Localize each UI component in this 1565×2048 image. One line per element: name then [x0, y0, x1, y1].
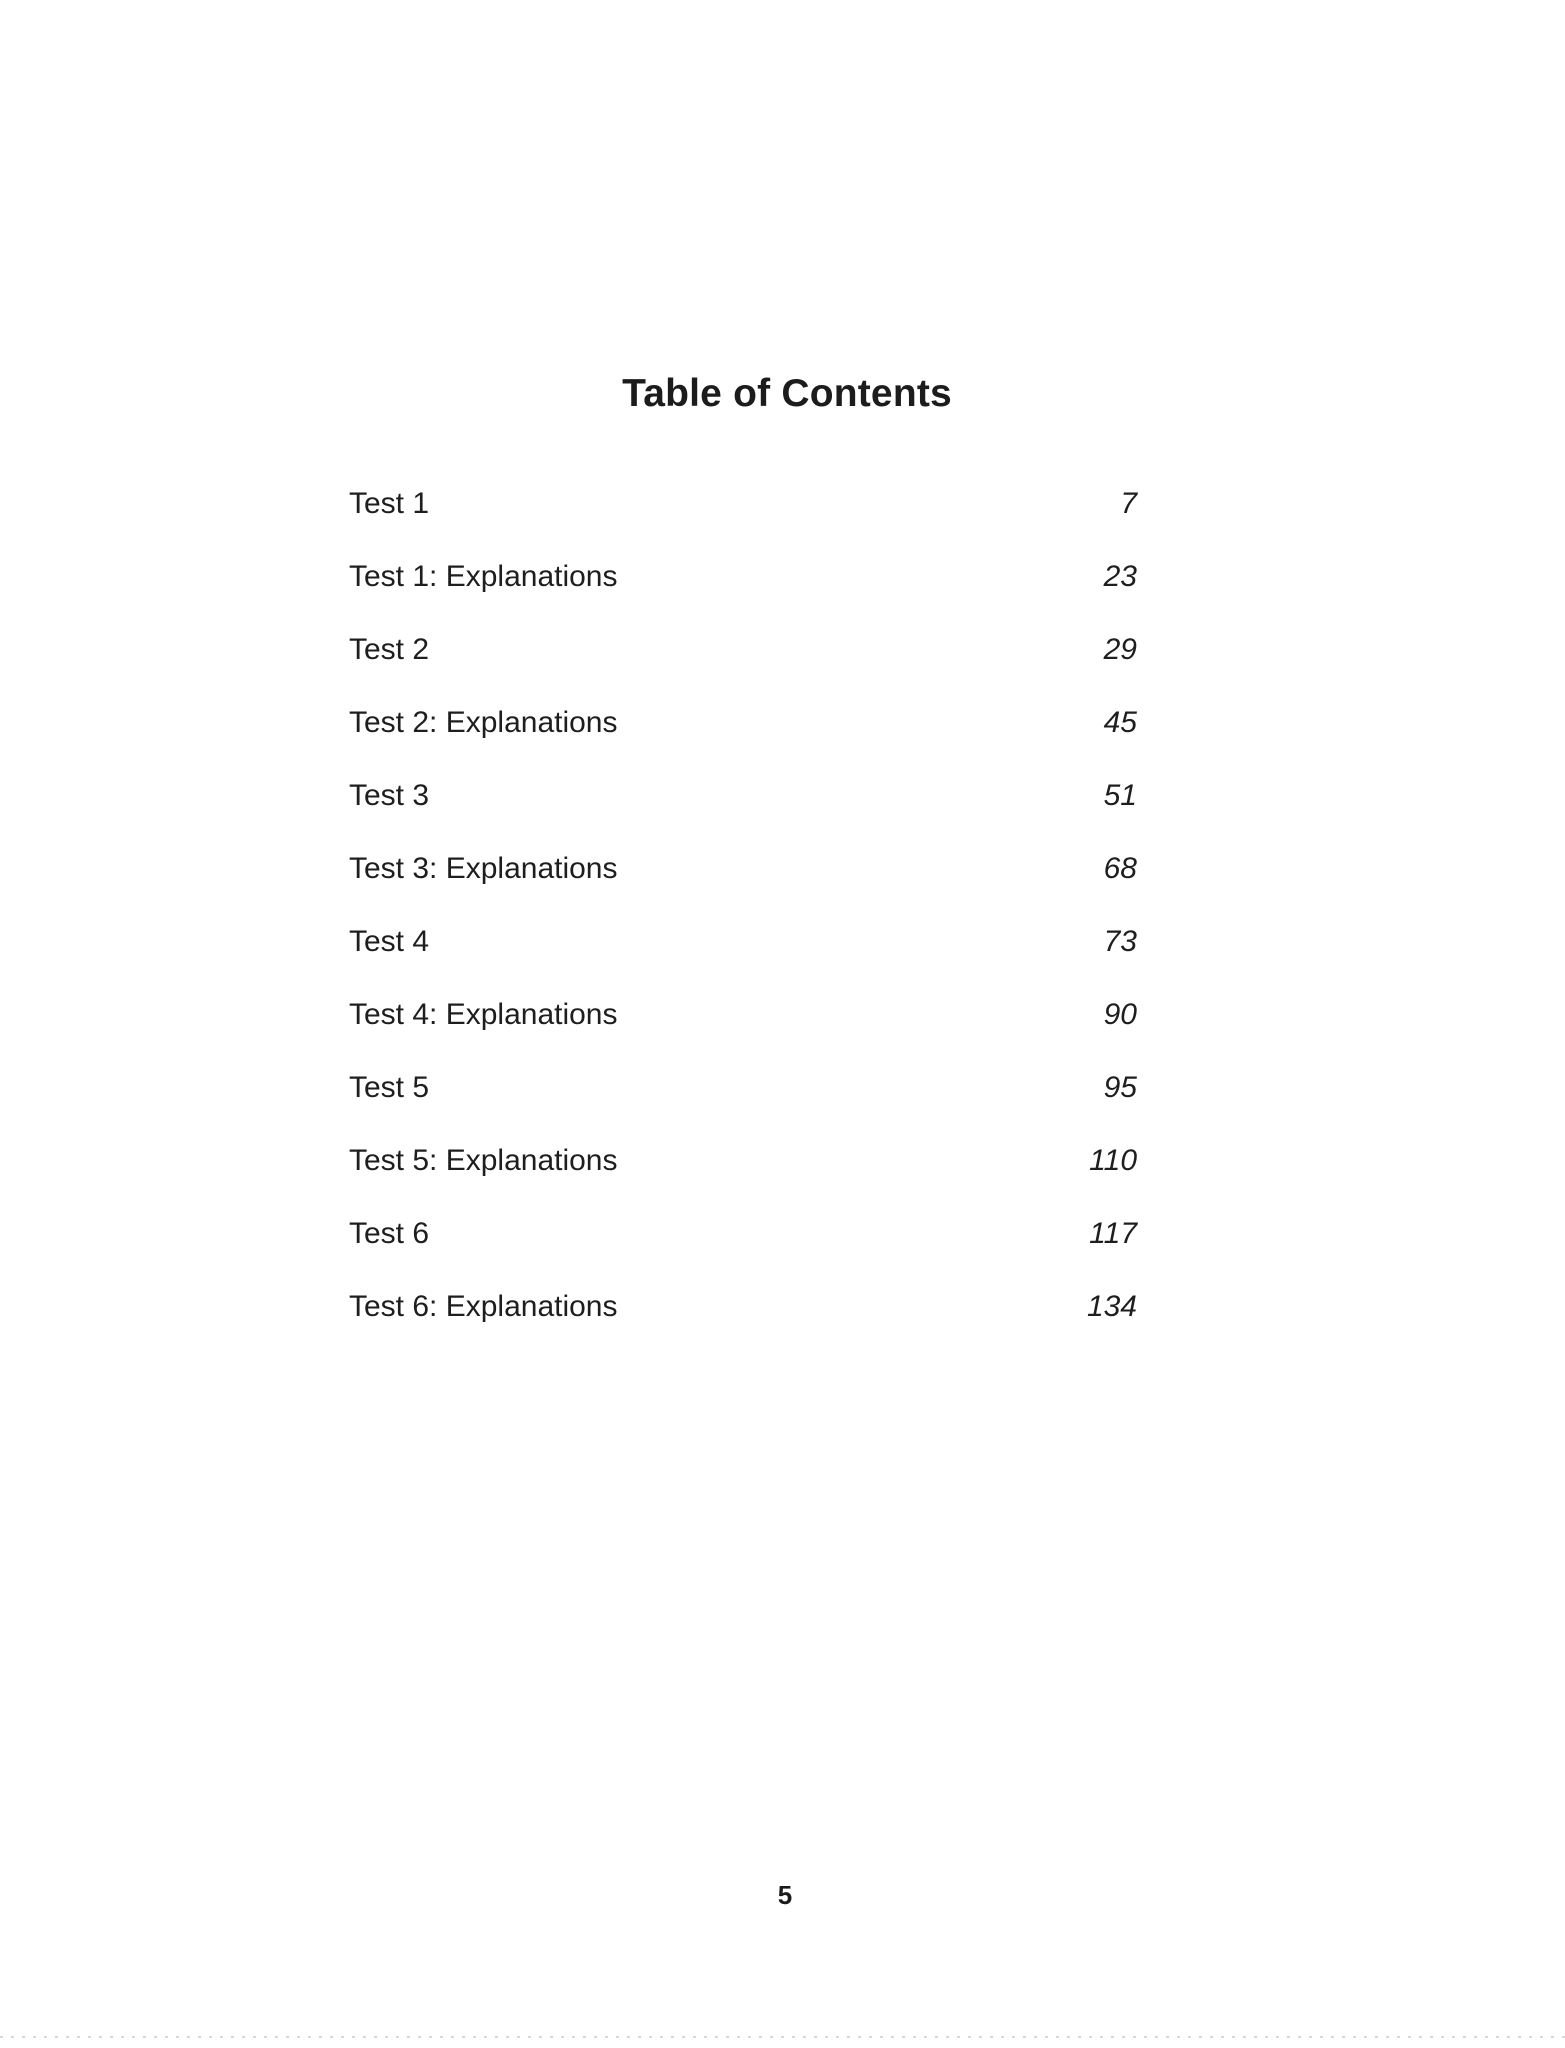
- toc-entry-page: 23: [1103, 560, 1137, 593]
- toc-entry: [349, 779, 1141, 852]
- toc-entry-page: 45: [1103, 706, 1137, 739]
- toc-entry: [349, 1290, 1141, 1363]
- toc-entry-page: 68: [1103, 852, 1137, 885]
- toc-entry-page: 110: [1089, 1144, 1137, 1177]
- page-title: Table of Contents: [622, 372, 952, 415]
- toc-entry-label: Test 2: Explanations: [349, 706, 618, 739]
- toc-entry: [349, 1217, 1141, 1290]
- table-of-contents: [349, 487, 1141, 1363]
- toc-entry-page: 117: [1089, 1217, 1137, 1250]
- toc-entry-label: Test 5: Explanations: [349, 1144, 618, 1177]
- toc-entry-label: Test 6: [349, 1217, 430, 1250]
- toc-entry-label: Test 6: Explanations: [349, 1290, 618, 1323]
- toc-entry-page: 90: [1103, 998, 1137, 1031]
- scan-edge-artifact: [0, 2036, 1565, 2038]
- toc-entry: [349, 487, 1141, 560]
- toc-entry-label: Test 2: [349, 633, 430, 666]
- toc-entry-page: 73: [1103, 925, 1137, 958]
- toc-entry-label: Test 3: [349, 779, 430, 812]
- toc-entry-label: Test 1: Explanations: [349, 560, 618, 593]
- toc-entry-page: 134: [1086, 1290, 1137, 1323]
- toc-entry: [349, 925, 1141, 998]
- toc-entry: [349, 560, 1141, 633]
- toc-entry-page: 7: [1120, 487, 1137, 520]
- toc-entry-page: 29: [1103, 633, 1137, 666]
- toc-entry: [349, 1071, 1141, 1144]
- toc-entry: [349, 1144, 1141, 1217]
- toc-entry: [349, 852, 1141, 925]
- toc-entry-label: Test 4: [349, 925, 430, 958]
- page-number: 5: [777, 1880, 793, 1910]
- toc-entry-label: Test 5: [349, 1071, 430, 1104]
- toc-entry-label: Test 4: Explanations: [349, 998, 618, 1031]
- toc-entry: [349, 998, 1141, 1071]
- toc-entry-label: Test 3: Explanations: [349, 852, 618, 885]
- toc-entry: [349, 633, 1141, 706]
- toc-entry-label: Test 1: [349, 487, 430, 520]
- toc-entry-page: 95: [1103, 1071, 1137, 1104]
- toc-entry: [349, 706, 1141, 779]
- toc-entry-page: 51: [1103, 779, 1137, 812]
